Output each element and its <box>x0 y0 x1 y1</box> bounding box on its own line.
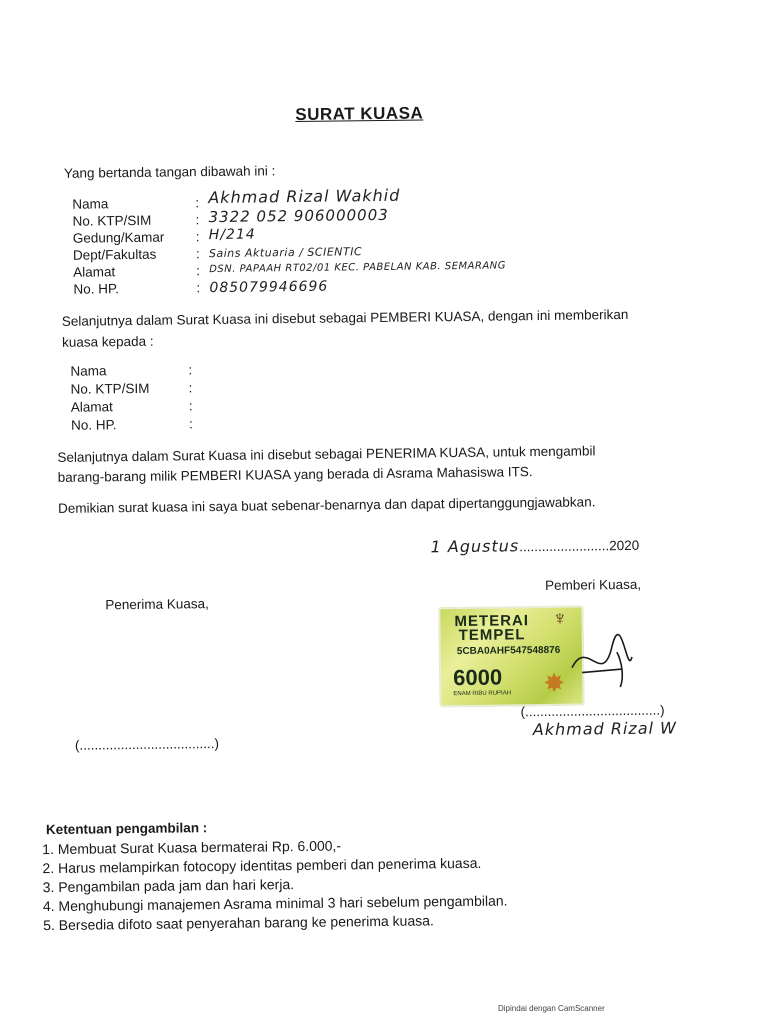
penerima-sign-line: (....................................) <box>74 735 220 753</box>
terms-item: 4. Menghubungi manajemen Asrama minimal 3 hari sebelum pengambilan. <box>42 892 508 915</box>
grantor-room-value: H/214 <box>208 226 256 244</box>
terms-item: 3. Pengambilan pada jam dan hari kerja. <box>42 876 295 896</box>
terms-item: 1. Membuat Surat Kuasa bermaterai Rp. 6.000,- <box>42 837 342 858</box>
document-title: SURAT KUASA <box>295 103 424 125</box>
intro-text: Yang bertanda tangan dibawah ini : <box>63 163 276 181</box>
scanner-footer: Dipindai dengan CamScanner <box>498 1004 605 1013</box>
penerima-kuasa-label: Penerima Kuasa, <box>105 596 209 613</box>
date-dots: ........................ <box>519 538 610 555</box>
pemberi-kuasa-label: Pemberi Kuasa, <box>544 576 642 593</box>
star-emblem-icon: ✸ <box>543 667 566 699</box>
grantee-paragraph-line1: Selanjutnya dalam Surat Kuasa ini disebut sebagai PENERIMA KUASA, untuk mengambil <box>57 443 596 465</box>
grantor-phone-value: 085079946696 <box>209 278 329 297</box>
date-handwritten: 1 Agustus <box>430 536 520 557</box>
pemberi-sign-line: (....................................) <box>520 702 665 720</box>
grantor-label-room: Gedung/Kamar <box>72 229 165 246</box>
terms-list <box>42 834 508 935</box>
grantor-address-value: DSN. PAPAAH RT02/01 KEC. PABELAN KAB. SEMARANG <box>209 260 507 276</box>
stamp-value: 6000 <box>453 664 503 691</box>
grantor-ktp-value: 3322 052 906000003 <box>208 205 389 227</box>
terms-item: 5. Bersedia difoto saat penyerahan barang ke penerima kuasa. <box>43 912 434 934</box>
grantor-label-dept: Dept/Fakultas <box>72 246 157 263</box>
grantee-label-address: Alamat <box>70 399 113 415</box>
grantor-name-value: Akhmad Rizal Wakhid <box>208 185 401 208</box>
grantor-label-name: Nama <box>72 196 109 212</box>
terms-title: Ketentuan pengambilan : <box>45 820 208 838</box>
stamp-line2: TEMPEL <box>458 626 526 645</box>
signature-scribble <box>562 627 643 698</box>
grantor-label-address: Alamat <box>73 264 116 280</box>
grantor-dept-value: Sains Aktuaria / SCIENTIC <box>208 245 363 261</box>
stamp-code: 5CBA0AHF547548876 <box>456 644 561 658</box>
date-year: 2020 <box>609 537 640 554</box>
pemberi-sign-name: Akhmad Rizal W <box>532 718 678 740</box>
terms-item: 2. Harus melampirkan fotocopy identitas pemberi dan penerima kuasa. <box>42 854 482 877</box>
grantee-paragraph-line2: barang-barang milik PEMBERI KUASA yang berada di Asrama Mahasiswa ITS. <box>57 464 533 485</box>
grantee-label-name: Nama <box>70 363 107 379</box>
date-line <box>430 535 639 558</box>
grantor-paragraph-line1: Selanjutnya dalam Surat Kuasa ini disebut sebagai PEMBERI KUASA, dengan ini memberikan <box>61 306 629 329</box>
grantor-section: Nama No. KTP/SIM Gedung/Kamar Dept/Fakultas Alamat No. HP. : : : : : : Akhmad Rizal Wakhid 3322 052 906000003 H/214 Sains Aktuaria / SCIENTIC DSN. PAPAAH RT02/01 KEC. PABELAN KAB. SEMARANG 085079946696 <box>72 185 507 297</box>
grantor-label-ktp: No. KTP/SIM <box>72 212 152 229</box>
stamp-line1: METERAI <box>454 612 530 631</box>
garuda-emblem-icon: ♆ <box>552 607 568 630</box>
grantee-label-phone: No. HP. <box>70 417 117 433</box>
closing-statement: Demikian surat kuasa ini saya buat sebenar-benarnya dan dapat dipertanggungjawabkan. <box>57 494 596 516</box>
grantee-label-ktp: No. KTP/SIM <box>70 380 150 397</box>
grantor-label-phone: No. HP. <box>73 281 120 297</box>
stamp-words: ENAM RIBU RUPIAH <box>453 690 512 698</box>
grantor-paragraph-line2: kuasa kepada : <box>61 333 154 350</box>
grantee-section: Nama No. KTP/SIM Alamat No. HP. : : : : <box>70 362 193 433</box>
